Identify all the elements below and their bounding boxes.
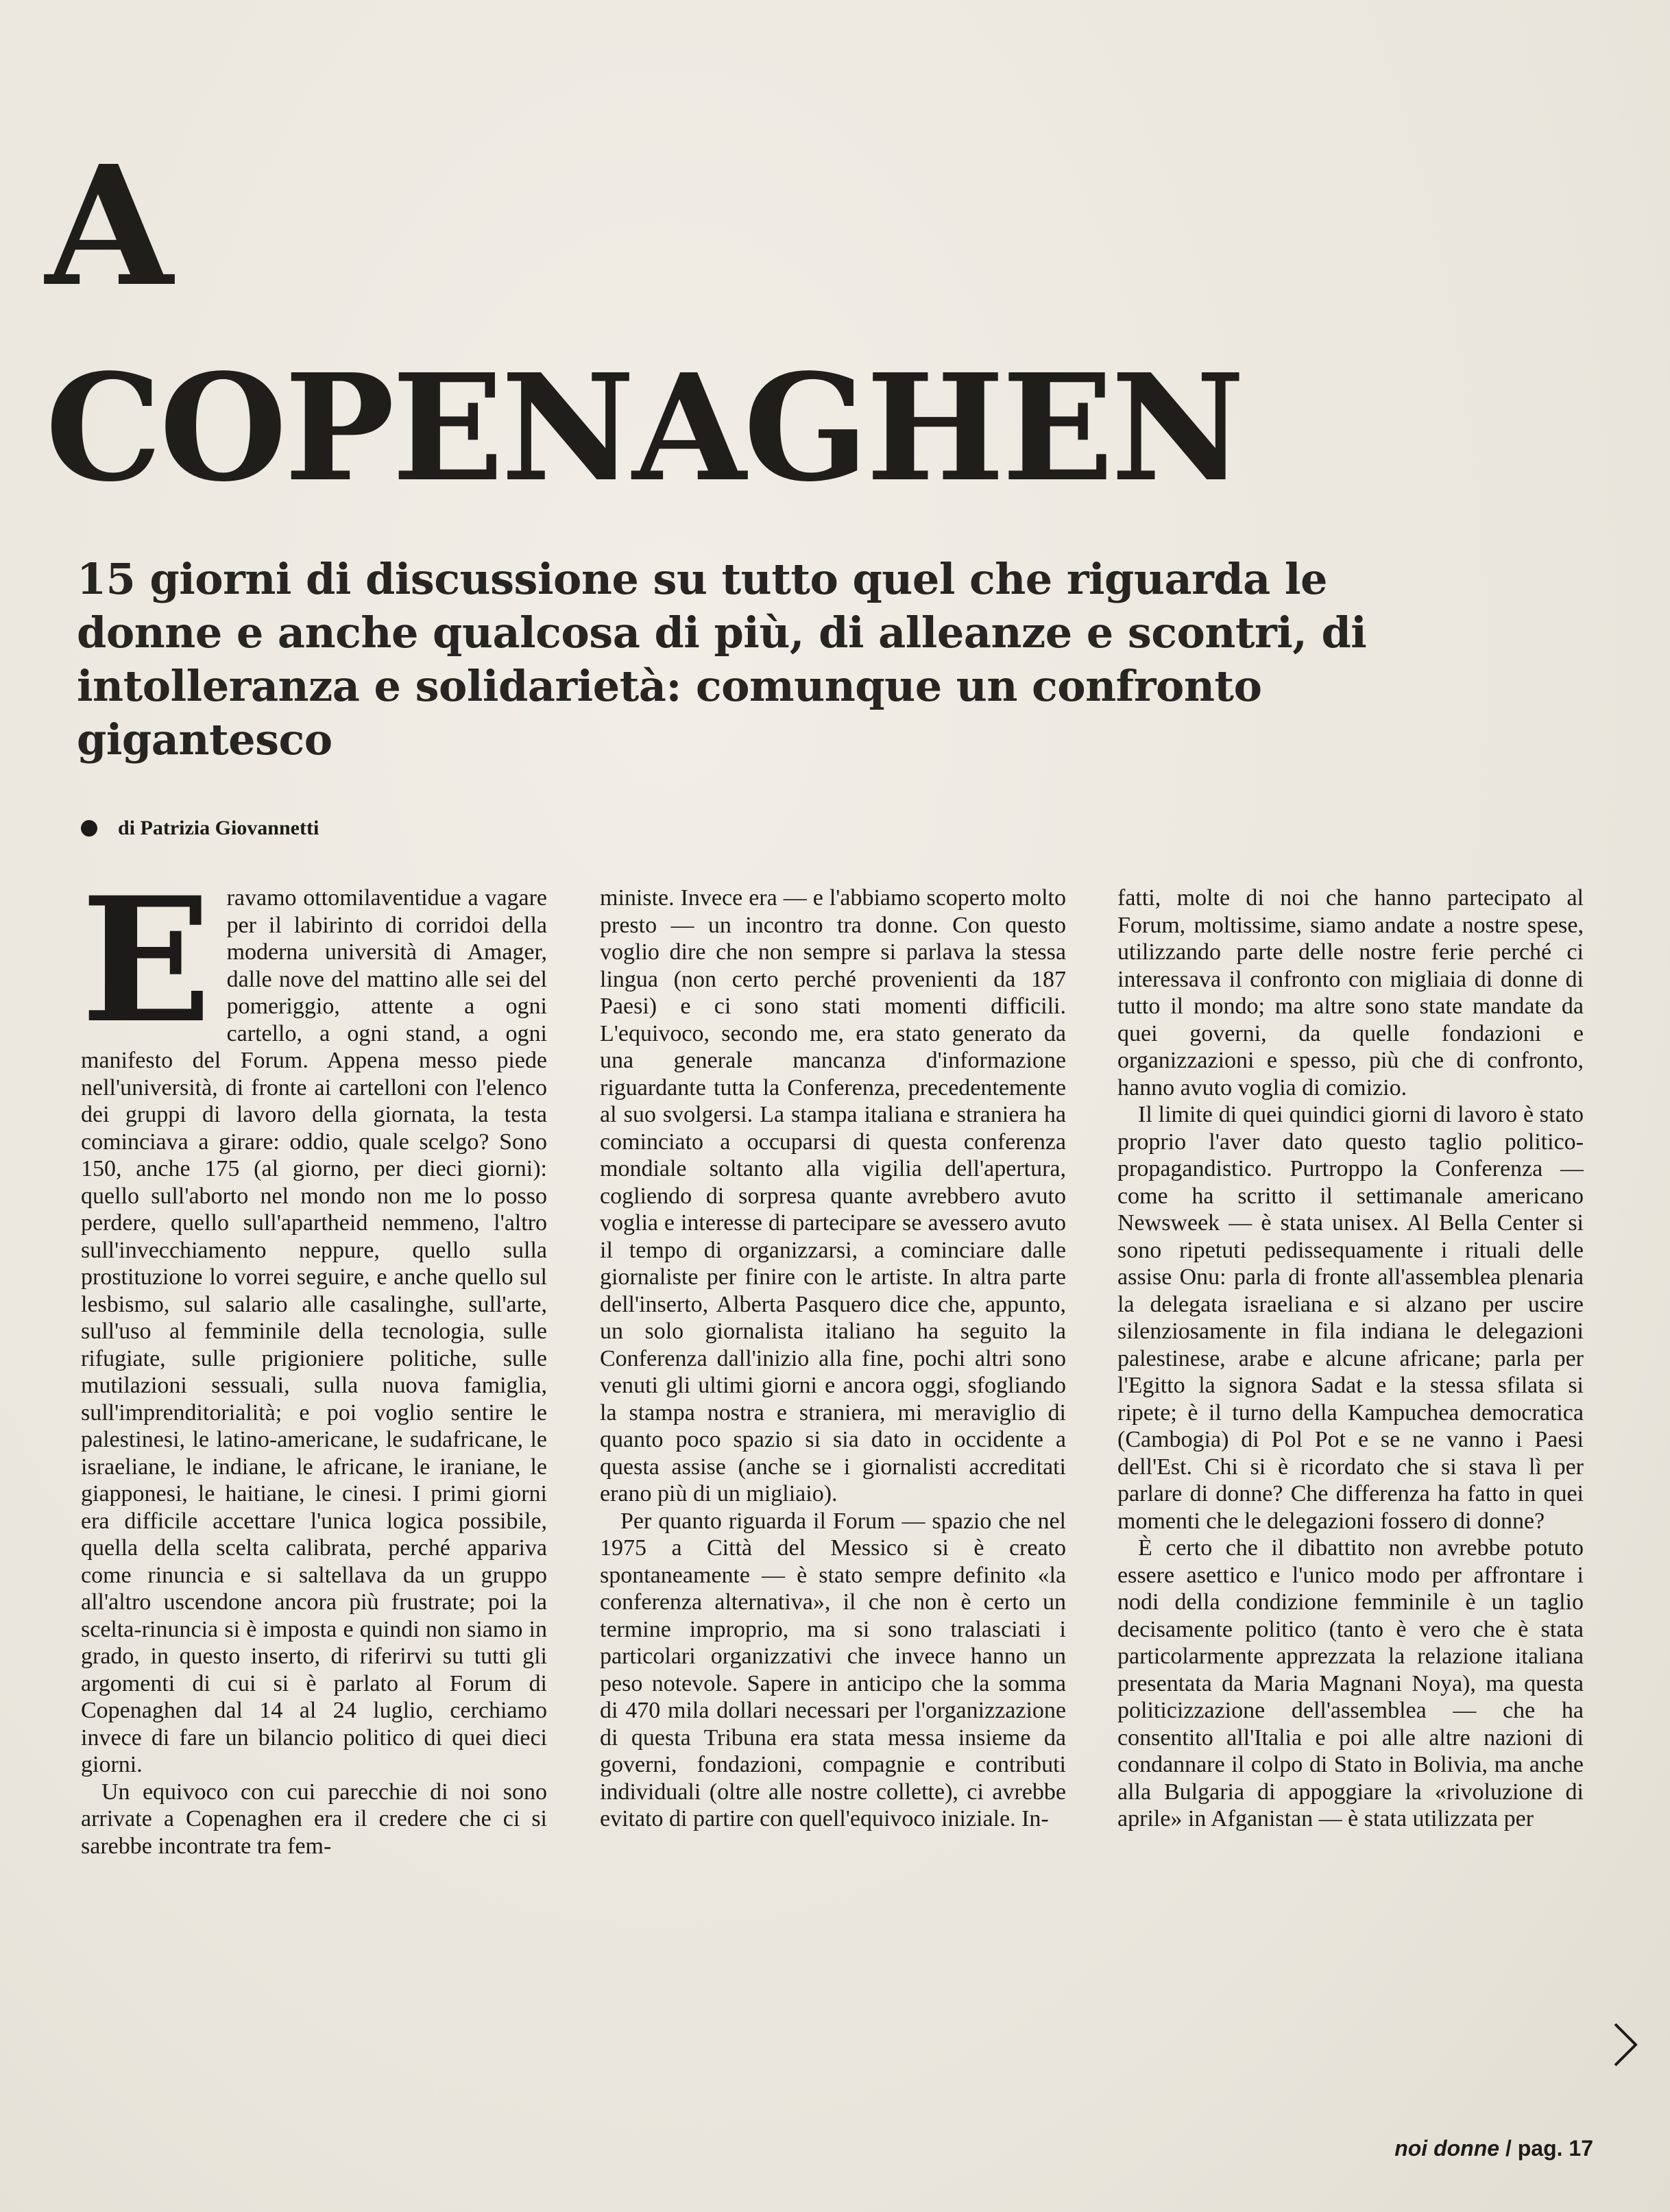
subtitle: 15 giorni di discussione su tutto quel che riguarda le donne e anche qualcosa di più, di alleanze e scontri, di intolleranza e solidarietà: comunque un confronto gigantesco bbox=[77, 554, 1367, 765]
paragraph: ministe. Invece era — e l'abbiamo scoperto molto presto — un incontro tra donne. Con questo voglio dire che non sempre si parlava la stessa lingua (non certo perché provenienti da 187 Paesi) e ci sono stati momenti difficili. L'equivoco, secondo me, era stato generato da una generale mancanza d'informazione riguardante tutta la Conferenza, precedentemente al suo svolgersi. La stampa italiana e straniera ha cominciato a occuparsi di questa conferenza mondiale soltanto alla vigilia dell'apertura, cogliendo di sorpresa quante avrebbero avuto voglia e interesse di partecipare se avessero avuto il tempo di organizzarsi, a cominciare dalle giornaliste per finire con le artiste. In altra parte dell'inserto, Alberta Pasquero dice che, appunto, un solo giornalista italiano ha seguito la Conferenza dall'inizio alla fine, pochi altri sono venuti gli ultimi giorni e ancora oggi, sfogliando la stampa nostra e straniera, mi meraviglio di quanto poco spazio si sia dato in occidente a questa assise (anche se i giornalisti accreditati erano più di un migliaio). bbox=[600, 885, 1066, 1506]
paragraph: ravamo ottomilaventidue a vagare per il labirinto di corridoi della moderna università di Amager, dalle nove del mattino alle sei del pomeriggio, attente a ogni cartello, a ogni stand, a ogni manifesto del Forum. Appena messo piede nell'università, di fronte ai cartelloni con l'elenco dei gruppi di lavoro della giornata, la testa cominciava a girare: oddio, quale scelgo? Sono 150, anche 175 (al giorno, per dieci giorni): quello sull'aborto nel mondo non me lo posso perdere, quello sull'apartheid nemmeno, l'altro sull'invecchiamento neppure, quello sulla prostituzione lo vorrei seguire, e anche quello sul lesbismo, sul salario alle casalinghe, sull'arte, sull'uso al femminile della tecnologia, sulle rifugiate, sulle prigioniere politiche, sulle mutilazioni sessuali, sulla nuova famiglia, sull'imprenditorialità; e poi voglio sentire le palestinesi, le latino-americane, le sudafricane, le israeliane, le indiane, le africane, le iraniane, le giapponesi, le haitiane, le cinesi. I primi giorni era difficile accettare l'unica logica possibile, quella della scelta calibrata, perché appariva come rinuncia e si saltellava da un gruppo all'altro uscendone ancora più frustrate; poi la scelta-rinuncia si è imposta e quindi non siamo in grado, in questo inserto, di riferirvi su tutti gli argomenti di cui si è parlato al Forum di Copenaghen dal 14 al 24 luglio, cerchiamo invece di fare un bilancio politico di quei dieci giorni. bbox=[81, 885, 547, 1777]
paragraph: fatti, molte di noi che hanno partecipato al Forum, moltissime, siamo andate a nostre spese, utilizzando parte delle nostre ferie perché ci interessava il confronto con migliaia di donne di tutto il mondo; ma altre sono state mandate da quei governi, da quelle fondazioni e organizzazioni e spesso, più che di confronto, hanno avuto voglia di comizio. bbox=[1117, 885, 1584, 1101]
paragraph: Per quanto riguarda il Forum — spazio che nel 1975 a Città del Messico si è creato spontaneamente — è stato sempre definito «la conferenza alternativa», il che non è certo un termine improprio, ma si sono tralasciati i particolari organizzativi che invece hanno un peso notevole. Sapere in anticipo che la somma di 470 mila dollari necessari per l'organizzazione di questa Tribuna era stata messa insieme da governi, fondazioni, compagnie e contributi individuali (oltre alle nostre collette), ci avrebbe evitato di partire con quell'equivoco iniziale. In- bbox=[600, 1508, 1066, 1831]
byline bbox=[81, 815, 319, 842]
paragraph: È certo che il dibattito non avrebbe potuto essere asettico e l'unico modo per affrontare i nodi della condizione femminile è un taglio decisamente politico (tanto è vero che è stata particolarmente apprezzata la relazione italiana presentata da Maria Magnani Noya), ma questa politicizzazione dell'assemblea — che ha consentito all'Italia e poi alle altre nazioni di condannare il colpo di Stato in Bolivia, ma anche alla Bulgaria di appoggiare la «rivoluzione di aprile» in Afganistan — è stata utilizzata per bbox=[1117, 1535, 1584, 1831]
article-column-1 bbox=[81, 885, 547, 2119]
footer-separator: / bbox=[1505, 2136, 1512, 2161]
drop-cap: E bbox=[81, 885, 212, 1061]
bullet-icon bbox=[81, 820, 97, 837]
article-column-2 bbox=[600, 885, 1066, 2119]
article-column-3 bbox=[1117, 885, 1584, 2119]
next-page-arrow-icon bbox=[1612, 2021, 1640, 2068]
magazine-name: noi donne bbox=[1394, 2136, 1500, 2161]
author-name: di Patrizia Giovannetti bbox=[118, 817, 319, 839]
page-footer bbox=[1394, 2136, 1593, 2161]
page-number: pag. 17 bbox=[1517, 2136, 1593, 2161]
paragraph: Il limite di quei quindici giorni di lavoro è stato proprio l'aver dato questo taglio politico-propagandistico. Purtroppo la Conferenza — come ha scritto il settimanale americano Newsweek — è stata unisex. Al Bella Center si sono ripetuti pedissequamente i rituali delle assise Onu: parla di fronte all'assemblea plenaria la delegata israeliana e si alzano per uscire silenziosamente in fila indiana le delegazioni palestinese, arabe e alcune africane; parla per l'Egitto la signora Sadat e la stessa sfilata si ripete; è il turno della Kampuchea democratica (Cambogia) di Pol Pot e se ne vanno i Paesi dell'Est. Chi si è ricordato che si stava lì per parlare di donne? Che differenza ha fatto in quei momenti che le delegazioni fossero di donne? bbox=[1117, 1102, 1584, 1534]
headline-line-1: A bbox=[45, 130, 175, 323]
paragraph: Un equivoco con cui parecchie di noi sono arrivate a Copenaghen era il credere che ci si sarebbe incontrate tra fem- bbox=[81, 1779, 547, 1859]
headline-line-2: COPENAGHEN bbox=[45, 342, 1243, 514]
